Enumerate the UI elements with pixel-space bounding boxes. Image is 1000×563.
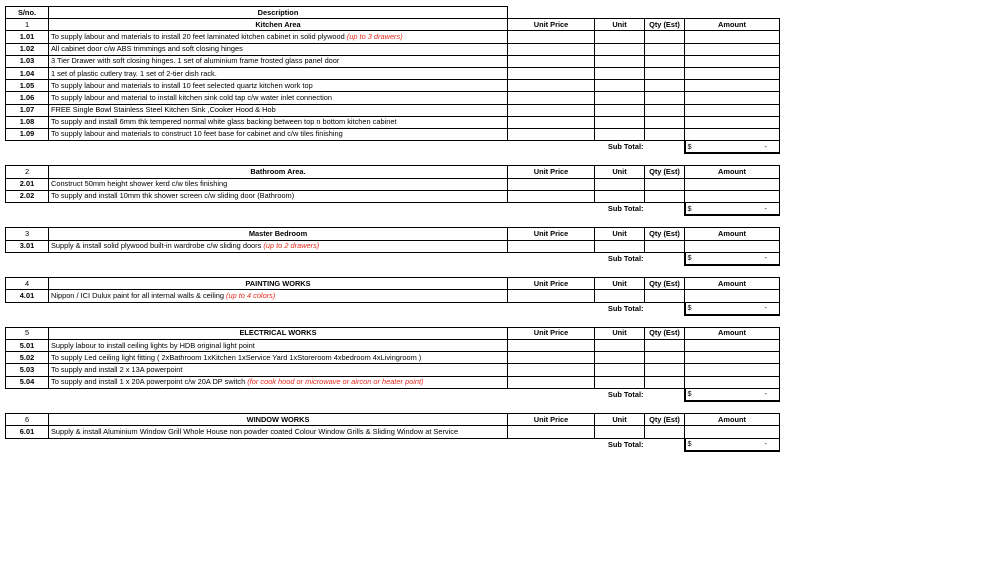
unit-price-cell[interactable]: [508, 31, 595, 43]
amount-header: Amount: [685, 228, 780, 240]
item-note: (up to 3 drawers): [346, 31, 403, 41]
unit-price-cell[interactable]: [508, 80, 595, 92]
amount-cell[interactable]: [685, 376, 780, 388]
table-row: [6, 67, 780, 79]
amount-cell[interactable]: [685, 364, 780, 376]
qty-cell[interactable]: [645, 104, 685, 116]
amount-cell[interactable]: [685, 55, 780, 67]
unit-price-cell[interactable]: [508, 67, 595, 79]
section-title: Master Bedroom: [49, 228, 508, 240]
table-row: [6, 178, 780, 190]
subtotal-label: Sub Total:: [607, 303, 644, 313]
qty-header: Qty (Est): [645, 19, 685, 31]
item-number: 1.09: [6, 128, 49, 140]
item-text: To supply labour and materials to install 10 feet selected quartz kitchen work top: [51, 80, 313, 90]
table-row: [6, 190, 780, 202]
subtotal-label: Sub Total:: [607, 142, 644, 152]
qty-header: Qty (Est): [645, 228, 685, 240]
unit-cell[interactable]: [595, 80, 645, 92]
subtotal-label: Sub Total:: [607, 204, 644, 214]
subtotal-amount: [685, 252, 780, 265]
qty-cell[interactable]: [645, 67, 685, 79]
section-title: ELECTRICAL WORKS: [49, 327, 508, 339]
item-text: All cabinet door c/w ABS trimmings and soft closing hinges: [51, 44, 243, 54]
amount-cell[interactable]: [685, 116, 780, 128]
unit-cell[interactable]: [595, 92, 645, 104]
amount-cell[interactable]: [685, 426, 780, 438]
subtotal-amount: [685, 438, 780, 451]
section-header-row: [6, 414, 780, 426]
item-description: [49, 31, 508, 43]
qty-cell[interactable]: [645, 240, 685, 252]
currency-symbol: $: [687, 389, 692, 399]
item-number: 5.02: [6, 352, 49, 364]
item-number: 5.01: [6, 340, 49, 352]
unit-cell[interactable]: [595, 290, 645, 302]
table-row: [6, 364, 780, 376]
qty-cell[interactable]: [645, 190, 685, 202]
subtotal-label: Sub Total:: [607, 389, 644, 399]
unit-price-header: Unit Price: [508, 327, 595, 339]
unit-price-header: Unit Price: [508, 414, 595, 426]
item-number: 3.01: [6, 240, 49, 252]
unit-price-cell[interactable]: [508, 290, 595, 302]
subtotal-value: -: [764, 389, 767, 399]
currency-symbol: $: [687, 439, 692, 449]
section-gap: [6, 315, 780, 328]
qty-cell[interactable]: [645, 92, 685, 104]
currency-symbol: $: [687, 303, 692, 313]
subtotal-row: [6, 388, 780, 401]
item-text: Nippon / ICI Dulux paint for all internal walls & ceiling: [51, 290, 224, 300]
table-row: [6, 240, 780, 252]
item-text: FREE Single Bowl Stainless Steel Kitchen Sink ,Cooker Hood & Hob: [51, 105, 276, 115]
unit-price-cell[interactable]: [508, 128, 595, 140]
qty-cell[interactable]: [645, 178, 685, 190]
unit-cell[interactable]: [595, 178, 645, 190]
item-number: 4.01: [6, 290, 49, 302]
section-gap: [6, 401, 780, 414]
item-description: [49, 80, 508, 92]
section-number: 1: [6, 19, 49, 31]
item-note: (up to 2 drawers): [263, 241, 320, 251]
item-number: 6.01: [6, 426, 49, 438]
currency-symbol: $: [687, 253, 692, 263]
amount-cell[interactable]: [685, 31, 780, 43]
amount-cell[interactable]: [685, 190, 780, 202]
unit-price-header: Unit Price: [508, 228, 595, 240]
section-number: 6: [6, 414, 49, 426]
item-text: To supply and install 1 x 20A powerpoint c/w 20A DP switch: [51, 377, 246, 387]
title-row: [6, 7, 780, 19]
item-description: [49, 128, 508, 140]
item-description: [49, 190, 508, 202]
item-text: To supply and install 6mm thk tempered normal white glass backing between top n bottom kitchen cabinet: [51, 117, 397, 127]
subtotal-value: -: [764, 141, 767, 151]
section-title: Bathroom Area.: [49, 166, 508, 178]
unit-cell[interactable]: [595, 240, 645, 252]
item-number: 1.06: [6, 92, 49, 104]
qty-cell[interactable]: [645, 80, 685, 92]
item-description: [49, 376, 508, 388]
amount-cell[interactable]: [685, 104, 780, 116]
section-number: 2: [6, 166, 49, 178]
item-number: 2.02: [6, 190, 49, 202]
unit-cell[interactable]: [595, 104, 645, 116]
amount-cell[interactable]: [685, 290, 780, 302]
amount-cell[interactable]: [685, 92, 780, 104]
item-description: [49, 55, 508, 67]
section-header-row: [6, 19, 780, 31]
amount-cell[interactable]: [685, 80, 780, 92]
item-number: 5.04: [6, 376, 49, 388]
unit-price-cell[interactable]: [508, 240, 595, 252]
amount-cell[interactable]: [685, 340, 780, 352]
subtotal-value: -: [764, 439, 767, 449]
item-text: Supply & install solid plywood built-in wardrobe c/w sliding doors: [51, 241, 262, 251]
subtotal-row: [6, 302, 780, 315]
qty-cell[interactable]: [645, 116, 685, 128]
amount-header: Amount: [685, 278, 780, 290]
item-description: [49, 92, 508, 104]
unit-cell[interactable]: [595, 43, 645, 55]
amount-header: Amount: [685, 166, 780, 178]
unit-price-cell[interactable]: [508, 190, 595, 202]
section-title: Kitchen Area: [49, 19, 508, 31]
qty-cell[interactable]: [645, 43, 685, 55]
unit-cell[interactable]: [595, 426, 645, 438]
table-row: [6, 128, 780, 140]
item-number: 1.01: [6, 31, 49, 43]
table-row: [6, 426, 780, 438]
item-description: [49, 290, 508, 302]
unit-price-cell[interactable]: [508, 340, 595, 352]
item-text: To supply and install 2 x 13A powerpoint: [51, 365, 183, 375]
currency-symbol: $: [687, 141, 692, 151]
sno-header: S/no.: [6, 7, 49, 19]
unit-cell[interactable]: [595, 364, 645, 376]
subtotal-amount: [685, 141, 780, 154]
table-row: [6, 80, 780, 92]
unit-price-cell[interactable]: [508, 426, 595, 438]
section-header-row: [6, 327, 780, 339]
qty-cell[interactable]: [645, 340, 685, 352]
section-gap: [6, 215, 780, 228]
subtotal-row: [6, 252, 780, 265]
subtotal-label: Sub Total:: [607, 253, 644, 263]
unit-price-header: Unit Price: [508, 278, 595, 290]
item-text: 1 set of plastic cutlery tray. 1 set of 2-tier dish rack.: [51, 68, 217, 78]
amount-cell[interactable]: [685, 240, 780, 252]
item-description: [49, 240, 508, 252]
table-row: [6, 55, 780, 67]
section-number: 4: [6, 278, 49, 290]
unit-header: Unit: [595, 327, 645, 339]
item-text: Construct 50mm height shower kerd c/w tiles finishing: [51, 179, 228, 189]
unit-price-cell[interactable]: [508, 376, 595, 388]
item-number: 1.08: [6, 116, 49, 128]
qty-header: Qty (Est): [645, 166, 685, 178]
currency-symbol: $: [687, 203, 692, 213]
quotation-table: [5, 6, 780, 452]
unit-price-cell[interactable]: [508, 364, 595, 376]
table-row: [6, 92, 780, 104]
unit-price-cell[interactable]: [508, 352, 595, 364]
amount-header: Amount: [685, 19, 780, 31]
item-description: [49, 364, 508, 376]
subtotal-value: -: [764, 253, 767, 263]
unit-price-cell[interactable]: [508, 43, 595, 55]
unit-price-header: Unit Price: [508, 166, 595, 178]
qty-cell[interactable]: [645, 426, 685, 438]
subtotal-amount: [685, 203, 780, 216]
subtotal-amount: [685, 302, 780, 315]
item-number: 1.02: [6, 43, 49, 55]
section-number: 5: [6, 327, 49, 339]
unit-header: Unit: [595, 414, 645, 426]
item-note: (up to 4 colors): [226, 290, 276, 300]
description-header: Description: [49, 7, 508, 19]
unit-header: Unit: [595, 278, 645, 290]
unit-cell[interactable]: [595, 376, 645, 388]
item-description: [49, 67, 508, 79]
unit-header: Unit: [595, 19, 645, 31]
item-text: To supply labour and materials to install 20 feet laminated kitchen cabinet in solid plywood: [51, 31, 345, 41]
unit-price-header: Unit Price: [508, 19, 595, 31]
amount-header: Amount: [685, 327, 780, 339]
subtotal-label: Sub Total:: [607, 439, 644, 449]
subtotal-row: [6, 438, 780, 451]
subtotal-amount: [685, 388, 780, 401]
item-description: [49, 426, 508, 438]
table-row: [6, 43, 780, 55]
table-row: [6, 340, 780, 352]
item-note: (for cook hood or microwave or aircon or heater point): [247, 377, 424, 387]
section-header-row: [6, 166, 780, 178]
item-description: [49, 116, 508, 128]
unit-cell[interactable]: [595, 128, 645, 140]
item-text: To supply labour and materials to construct 10 feet base for cabinet and c/w tiles finishing: [51, 129, 343, 139]
unit-price-cell[interactable]: [508, 104, 595, 116]
qty-cell[interactable]: [645, 55, 685, 67]
amount-cell[interactable]: [685, 43, 780, 55]
subtotal-row: [6, 203, 780, 216]
section-title: WINDOW WORKS: [49, 414, 508, 426]
item-text: To supply Led ceiling light fitting ( 2xBathroom 1xKitchen 1xService Yard 1xStoreroom 4xbedroom 4xLivingroom ): [51, 352, 422, 362]
unit-cell[interactable]: [595, 31, 645, 43]
qty-cell[interactable]: [645, 128, 685, 140]
qty-cell[interactable]: [645, 290, 685, 302]
unit-cell[interactable]: [595, 340, 645, 352]
item-description: [49, 352, 508, 364]
item-text: To supply labour and material to install kitchen sink cold tap c/w water inlet connection: [51, 92, 332, 102]
qty-header: Qty (Est): [645, 327, 685, 339]
table-row: [6, 352, 780, 364]
item-description: [49, 340, 508, 352]
unit-price-cell[interactable]: [508, 116, 595, 128]
amount-cell[interactable]: [685, 352, 780, 364]
unit-price-cell[interactable]: [508, 55, 595, 67]
item-description: [49, 104, 508, 116]
amount-cell[interactable]: [685, 67, 780, 79]
section-header-row: [6, 278, 780, 290]
item-number: 5.03: [6, 364, 49, 376]
item-description: [49, 178, 508, 190]
qty-cell[interactable]: [645, 364, 685, 376]
table-row: [6, 376, 780, 388]
qty-cell[interactable]: [645, 352, 685, 364]
subtotal-value: -: [764, 203, 767, 213]
item-number: 2.01: [6, 178, 49, 190]
unit-cell[interactable]: [595, 352, 645, 364]
qty-cell[interactable]: [645, 31, 685, 43]
unit-header: Unit: [595, 228, 645, 240]
item-number: 1.04: [6, 67, 49, 79]
section-gap: [6, 153, 780, 166]
table-row: [6, 104, 780, 116]
item-text: Supply labour to install ceiling lights by HDB original light point: [51, 340, 255, 350]
subtotal-value: -: [764, 303, 767, 313]
item-number: 1.07: [6, 104, 49, 116]
section-gap: [6, 265, 780, 278]
item-description: [49, 43, 508, 55]
unit-cell[interactable]: [595, 55, 645, 67]
subtotal-row: [6, 141, 780, 154]
unit-cell[interactable]: [595, 190, 645, 202]
item-text: 3 Tier Drawer with soft closing hinges. 1 set of aluminium frame frosted glass panel door: [51, 56, 340, 66]
qty-header: Qty (Est): [645, 278, 685, 290]
unit-price-cell[interactable]: [508, 92, 595, 104]
section-title: PAINTING WORKS: [49, 278, 508, 290]
unit-header: Unit: [595, 166, 645, 178]
unit-price-cell[interactable]: [508, 178, 595, 190]
item-number: 1.03: [6, 55, 49, 67]
amount-header: Amount: [685, 414, 780, 426]
amount-cell[interactable]: [685, 128, 780, 140]
unit-cell[interactable]: [595, 116, 645, 128]
table-row: [6, 31, 780, 43]
section-number: 3: [6, 228, 49, 240]
table-row: [6, 116, 780, 128]
amount-cell[interactable]: [685, 178, 780, 190]
qty-header: Qty (Est): [645, 414, 685, 426]
item-text: To supply and install 10mm thk shower screen c/w sliding door (Bathroom): [51, 191, 295, 201]
item-text: Supply & install Aluminium Window Grill Whole House non powder coated Colour Window Grills & Sliding Window at Service: [51, 426, 459, 436]
qty-cell[interactable]: [645, 376, 685, 388]
item-number: 1.05: [6, 80, 49, 92]
unit-cell[interactable]: [595, 67, 645, 79]
table-row: [6, 290, 780, 302]
section-header-row: [6, 228, 780, 240]
